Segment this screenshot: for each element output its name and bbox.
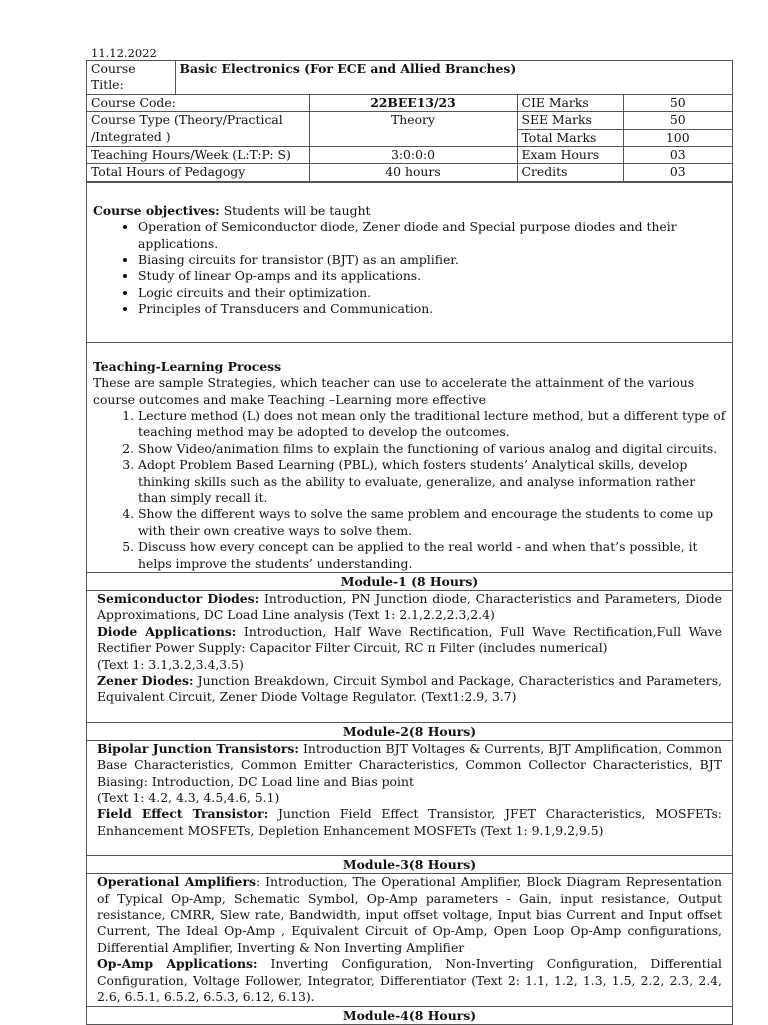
text-reference: (Text 1: 3.1,3.2,3.4,3.5) bbox=[97, 656, 244, 672]
spacer bbox=[97, 706, 722, 722]
cie-marks-value: 50 bbox=[623, 94, 732, 111]
topic-text: Junction Field Effect Transistor, JFET Characteristics, MOSFETs: Enhancement MOSFETs, Depletion Enhancement MOSFETs (Text 1: 9.1,9.2,9.5) bbox=[97, 806, 722, 838]
objective-item: • Study of linear Op-amps and its applications. bbox=[138, 268, 726, 284]
total-marks-label: Total Marks bbox=[517, 129, 623, 146]
course-type-value: Theory bbox=[309, 112, 517, 147]
course-code-row bbox=[87, 94, 732, 111]
teaching-learning-heading: Teaching-Learning Process bbox=[93, 358, 282, 374]
document-date: 11.12.2022 bbox=[91, 46, 157, 60]
objective-item: • Logic circuits and their optimization. bbox=[138, 285, 726, 301]
exam-hours-value: 03 bbox=[623, 147, 732, 164]
course-title-row bbox=[87, 61, 732, 94]
teaching-hours-value: 3:0:0:0 bbox=[309, 147, 517, 164]
topic-text: : Introduction, The Operational Amplifier, Block Diagram Representation of Typical Op-Amp, Schematic Symbol, Op-Amp parameters - Gain, input resistance, Output resistance, CMRR, Slew rate, Bandwidth, input offset voltage, Input bias Current and Input offset Current, The Ideal Op-Amp , Equivalent Circuit of Op-Amp, Open Loop Op-Amp configurations, Differential Amplifier, Inverting & Non Inverting Amplifier bbox=[97, 874, 722, 955]
teaching-learning-list bbox=[93, 408, 726, 572]
teaching-learning-intro: These are sample Strategies, which teacher can use to accelerate the attainment of the various course outcomes and make Teaching –Learning more effective bbox=[93, 375, 695, 407]
cie-marks-label: CIE Marks bbox=[517, 94, 623, 111]
credits-value: 03 bbox=[623, 164, 732, 181]
strategy-item: 1. Lecture method (L) does not mean only the traditional lecture method, but a different type of teaching method may be adopted to develop the outcomes. bbox=[138, 408, 726, 441]
module-3-title: Module-3(8 Hours) bbox=[87, 855, 732, 873]
module-1-paragraph bbox=[97, 673, 722, 706]
credits-label: Credits bbox=[517, 164, 623, 181]
objective-item: • Biasing circuits for transistor (BJT) as an amplifier. bbox=[138, 252, 726, 268]
topic-heading: Zener Diodes: bbox=[97, 673, 194, 688]
course-objectives-intro bbox=[93, 203, 726, 219]
pedagogy-hours-label: Total Hours of Pedagogy bbox=[87, 164, 309, 181]
teaching-learning-section bbox=[87, 342, 732, 572]
course-objectives-intro-text: Students will be taught bbox=[219, 202, 371, 218]
topic-heading: Operational Amplifiers bbox=[97, 874, 256, 890]
module-3-paragraph bbox=[97, 956, 722, 1005]
course-objectives-list bbox=[93, 219, 726, 317]
module-1-title: Module-1 (8 Hours) bbox=[87, 572, 732, 590]
topic-heading: Semiconductor Diodes: bbox=[97, 590, 260, 606]
see-marks-value: 50 bbox=[623, 112, 732, 129]
pedagogy-row bbox=[87, 164, 732, 181]
course-info-table bbox=[87, 61, 732, 182]
pedagogy-hours-value: 40 hours bbox=[309, 164, 517, 181]
strategy-item: 5. Discuss how every concept can be applied to the real world - and when that’s possible, it helps improve the students’ understanding. bbox=[138, 539, 726, 572]
teaching-hours-label: Teaching Hours/Week (L:T:P: S) bbox=[87, 147, 309, 164]
see-marks-label: SEE Marks bbox=[517, 112, 623, 129]
objective-item: • Principles of Transducers and Communication. bbox=[138, 301, 726, 317]
course-type-row bbox=[87, 112, 732, 129]
topic-heading: Op-Amp Applications: bbox=[97, 956, 258, 972]
module-2-content bbox=[87, 740, 732, 855]
course-title-value: Basic Electronics (For ECE and Allied Branches) bbox=[175, 61, 732, 94]
module-1-paragraph bbox=[97, 624, 722, 657]
module-1-paragraph bbox=[97, 591, 722, 624]
topic-text: Inverting Configuration, Non-Inverting Configuration, Differential Configuration, Voltage Follower, Integrator, Differentiator (Text 2: 1.1, 1.2, 1.3, 1.5, 2.2, 2.3, 2.4, 2.6, 6.5.1, 6.5.2, 6.5.3, 6.12, 6.13). bbox=[97, 956, 722, 1005]
topic-text: Junction Breakdown, Circuit Symbol and Package, Characteristics and Parameters, Equivalent Circuit, Zener Diode Voltage Regulator. (Text1:2.9, 3.7) bbox=[97, 673, 723, 705]
topic-text: Introduction BJT Voltages & Currents, BJT Amplification, Common Base Characteristics, Common Emitter Characteristics, Common Collector Characteristics, BJT Biasing: Introduction, DC Load line and Bias point bbox=[97, 740, 723, 789]
teaching-hours-row bbox=[87, 147, 732, 164]
module-2-paragraph bbox=[97, 741, 722, 790]
topic-text: Introduction, PN Junction diode, Characteristics and Parameters, Diode Approximations, DC Load Line analysis (Text 1: 2.1,2.2,2.3,2.4) bbox=[97, 590, 722, 623]
strategy-item: 2. Show Video/animation films to explain the functioning of various analog and digital circuits. bbox=[138, 441, 726, 457]
total-marks-value: 100 bbox=[623, 129, 732, 146]
syllabus-document bbox=[86, 60, 733, 1025]
strategy-item: 4. Show the different ways to solve the same problem and encourage the students to come up with their own creative ways to solve them. bbox=[138, 506, 726, 539]
topic-heading: Diode Applications: bbox=[97, 623, 237, 639]
objective-item: • Operation of Semiconductor diode, Zener diode and Special purpose diodes and their applications. bbox=[138, 219, 726, 252]
exam-hours-label: Exam Hours bbox=[517, 147, 623, 164]
module-3-content bbox=[87, 873, 732, 1005]
module-2-title: Module-2(8 Hours) bbox=[87, 722, 732, 740]
spacer bbox=[97, 839, 722, 855]
course-type-label: Course Type (Theory/Practical /Integrated ) bbox=[87, 112, 309, 147]
text-reference: (Text 1: 4.2, 4.3, 4.5,4.6, 5.1) bbox=[97, 790, 280, 806]
module-3-paragraph bbox=[97, 874, 722, 956]
topic-text: Introduction, Half Wave Rectification, Full Wave Rectification,Full Wave Rectifier Power Supply: Capacitor Filter Circuit, RC π Filter (includes numerical) bbox=[97, 623, 722, 656]
module-2-paragraph bbox=[97, 806, 722, 839]
course-code-value: 22BEE13/23 bbox=[309, 94, 517, 111]
course-objectives-section bbox=[87, 182, 732, 342]
topic-heading: Bipolar Junction Transistors: bbox=[97, 740, 299, 756]
course-title-label: Course Title: bbox=[87, 61, 175, 94]
module-4-title: Module-4(8 Hours) bbox=[87, 1006, 732, 1024]
module-1-content bbox=[87, 590, 732, 722]
course-code-label: Course Code: bbox=[87, 94, 309, 111]
course-objectives-heading: Course objectives: bbox=[93, 202, 220, 218]
topic-heading: Field Effect Transistor: bbox=[97, 806, 269, 822]
strategy-item: 3. Adopt Problem Based Learning (PBL), which fosters students’ Analytical skills, develop thinking skills such as the ability to evaluate, generalize, and analyse information rather than simply recall it. bbox=[138, 457, 726, 506]
